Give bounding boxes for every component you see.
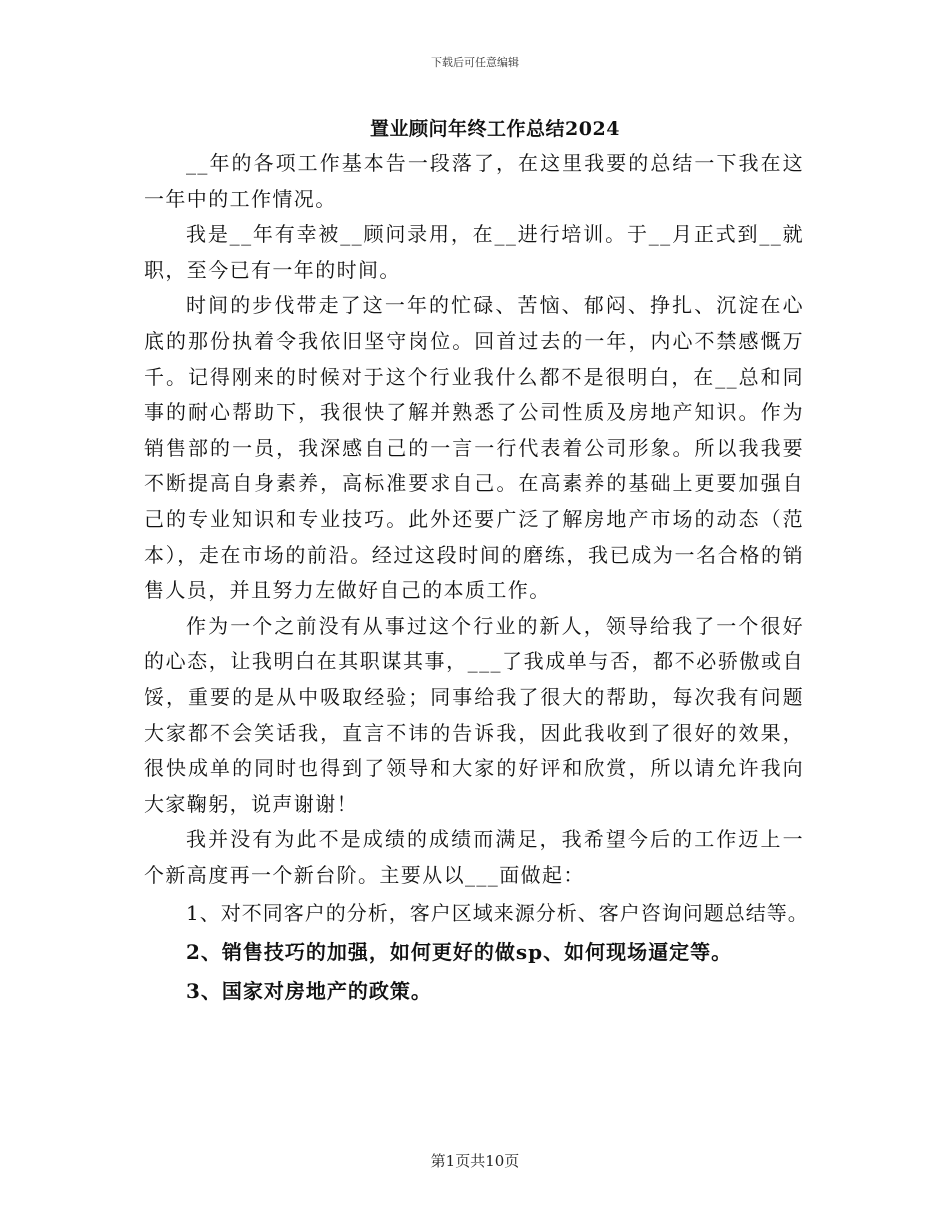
paragraph-5: 我并没有为此不是成绩的成绩而满足，我希望今后的工作迈上一个新高度再一个新台阶。主要从以___面做起： xyxy=(144,827,804,887)
document-body xyxy=(144,146,809,1012)
paragraph-1: __年的各项工作基本告一段落了，在这里我要的总结一下我在这一年中的工作情况。 xyxy=(144,151,804,211)
list-item-1: 1、对不同客户的分析，客户区域来源分析、客户咨询问题总结等。 xyxy=(186,901,809,926)
document-title: 置业顾问年终工作总结2024 xyxy=(370,118,620,140)
paragraph-4: 作为一个之前没有从事过这个行业的新人，领导给我了一个很好的心态，让我明白在其职谋其事，___了我成单与否，都不必骄傲或自馁，重要的是从中吸取经验；同事给我了很大的帮助，每次我有问题大家都不会笑话我，直言不讳的告诉我，因此我收到了很好的效果，很快成单的同时也得到了领导和大家的好评和欣赏，所以请允许我向大家鞠躬，说声谢谢！ xyxy=(144,613,804,816)
list-item-2: 2、销售技巧的加强，如何更好的做sp、如何现场逼定等。 xyxy=(186,940,733,965)
list-item-3: 3、国家对房地产的政策。 xyxy=(186,978,432,1003)
paragraph-3: 时间的步伐带走了这一年的忙碌、苦恼、郁闷、挣扎、沉淀在心底的那份执着令我依旧坚守岗位。回首过去的一年，内心不禁感慨万千。记得刚来的时候对于这个行业我什么都不是很明白，在__总和同事的耐心帮助下，我很快了解并熟悉了公司性质及房地产知识。作为销售部的一员，我深感自己的一言一行代表着公司形象。所以我我要不断提高自身素养，高标准要求自己。在高素养的基础上更要加强自己的专业知识和专业技巧。此外还要广泛了解房地产市场的动态（范本），走在市场的前沿。经过这段时间的磨练，我已成为一名合格的销售人员，并且努力左做好自己的本质工作。 xyxy=(144,293,804,603)
paragraph-2: 我是__年有幸被__顾问录用，在__进行培训。于__月正式到__就职，至今已有一年的时间。 xyxy=(144,222,804,282)
header-note: 下载后可任意编辑 xyxy=(431,56,519,69)
page-footer: 第1页共10页 xyxy=(430,1152,520,1170)
